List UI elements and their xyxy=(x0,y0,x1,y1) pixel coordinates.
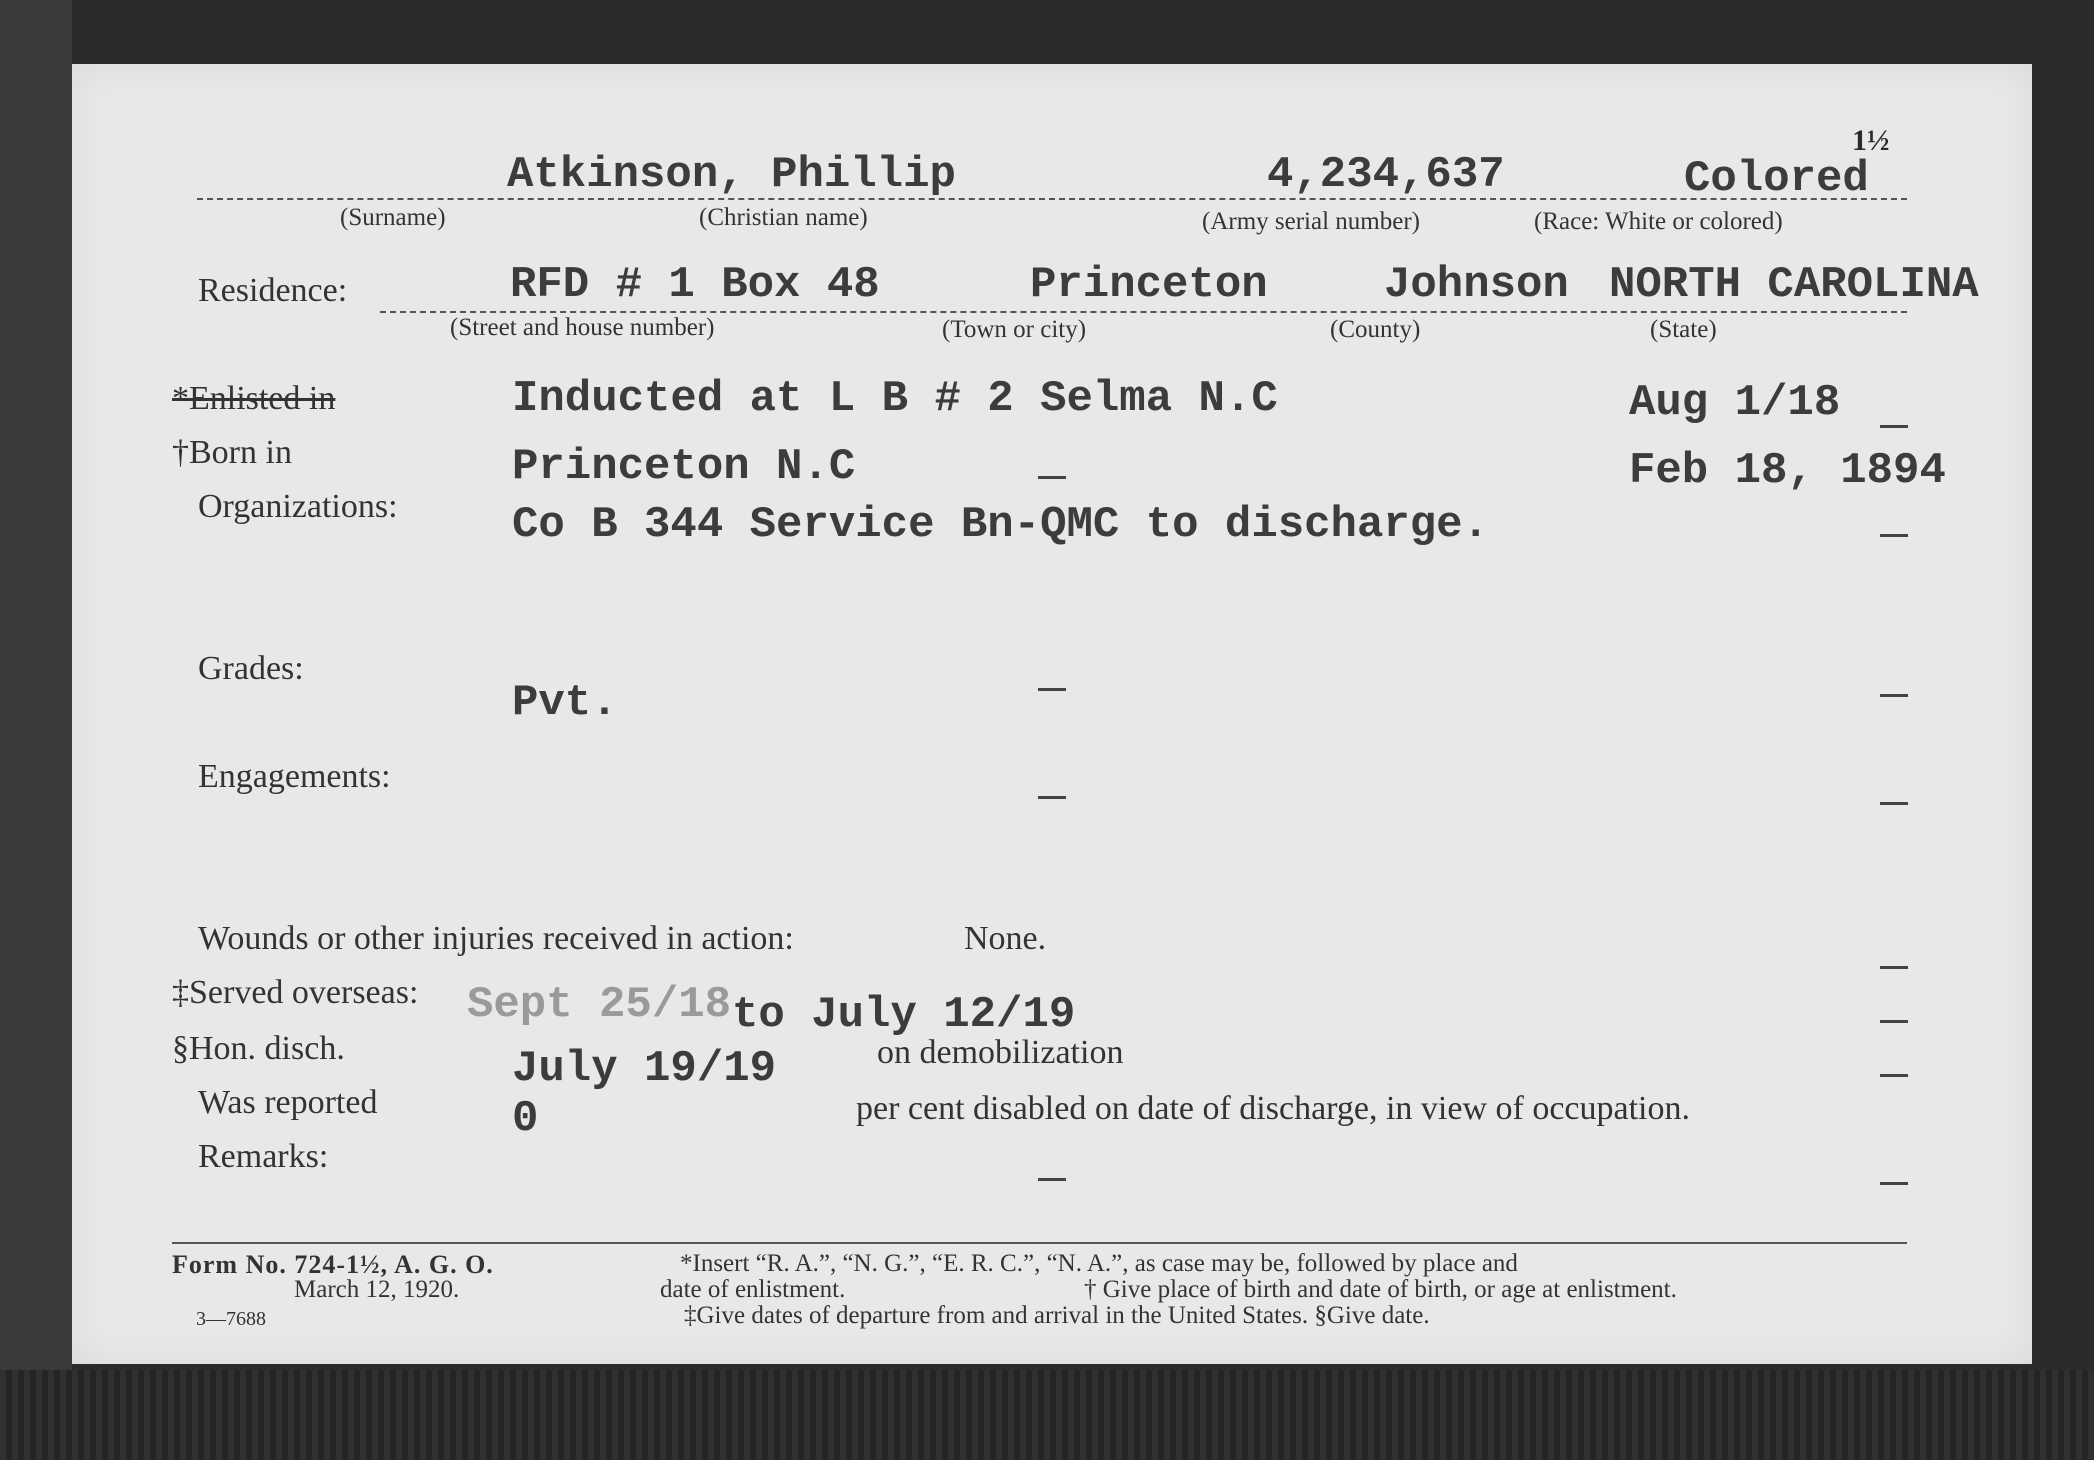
engagements-label: Engagements: xyxy=(198,758,391,795)
overseas-from-value: Sept 25/18 xyxy=(467,980,732,1030)
organizations-label: Organizations: xyxy=(198,488,398,525)
grades-mid-dash xyxy=(1038,688,1066,691)
hon-disch-dash xyxy=(1880,1074,1908,1077)
engagements-mid-dash xyxy=(1038,796,1066,799)
residence-label: Residence: xyxy=(198,272,348,309)
demobilization-text: on demobilization xyxy=(877,1034,1124,1071)
enlisted-label: *Enlisted in xyxy=(172,380,336,417)
background-bottom xyxy=(0,1370,2094,1460)
organization-value: Co B 344 Service Bn-QMC to discharge. xyxy=(512,500,1489,550)
overseas-dash xyxy=(1880,1020,1908,1023)
town-value: Princeton xyxy=(1030,260,1268,310)
street-caption: (Street and house number) xyxy=(450,314,715,341)
remarks-mid-dash xyxy=(1038,1178,1066,1181)
induction-value: Inducted at L B # 2 Selma N.C xyxy=(512,374,1278,424)
remarks-dash xyxy=(1880,1182,1908,1185)
wounds-dash xyxy=(1880,966,1908,969)
surname-caption: (Surname) xyxy=(340,204,446,231)
reported-label: Was reported xyxy=(198,1084,378,1121)
organizations-dash xyxy=(1880,534,1908,537)
street-value: RFD # 1 Box 48 xyxy=(510,260,880,310)
serial-number-value: 4,234,637 xyxy=(1267,150,1505,200)
overseas-to-value: to July 12/19 xyxy=(732,990,1076,1040)
grades-label: Grades: xyxy=(198,650,304,687)
form-date: March 12, 1920. xyxy=(294,1276,460,1303)
town-caption: (Town or city) xyxy=(942,316,1087,343)
footer-rule xyxy=(172,1242,1907,1244)
wounds-label: Wounds or other injuries received in action: xyxy=(198,920,794,957)
form-number: Form No. 724-1½, A. G. O. xyxy=(172,1250,494,1279)
born-mid-dash xyxy=(1038,476,1066,479)
corner-mark: 1½ xyxy=(1852,124,1890,157)
christian-name-caption: (Christian name) xyxy=(699,204,868,231)
race-caption: (Race: White or colored) xyxy=(1534,208,1783,235)
name-value: Atkinson, Phillip xyxy=(507,150,956,200)
header-rule xyxy=(197,198,1907,200)
footnote-enlistment-date: date of enlistment. xyxy=(660,1276,846,1303)
county-value: Johnson xyxy=(1384,260,1569,310)
county-caption: (County) xyxy=(1330,316,1421,343)
footnote-overseas: ‡Give dates of departure from and arrival in the United States. §Give date. xyxy=(684,1302,1430,1329)
induction-date-value: Aug 1/18 xyxy=(1629,378,1841,428)
wounds-value: None. xyxy=(964,920,1047,957)
overseas-label: ‡Served overseas: xyxy=(172,974,419,1011)
grade-value: Pvt. xyxy=(512,678,618,728)
print-code: 3—7688 xyxy=(196,1308,266,1330)
record-card xyxy=(72,64,2032,1364)
born-label: †Born in xyxy=(172,434,292,471)
footnote-birth: † Give place of birth and date of birth, or age at enlistment. xyxy=(1084,1276,1677,1303)
hon-disch-label: §Hon. disch. xyxy=(172,1030,345,1067)
race-value: Colored xyxy=(1684,154,1869,204)
background-left xyxy=(0,0,72,1460)
enlisted-dash xyxy=(1880,425,1908,428)
hon-disch-date-value: July 19/19 xyxy=(512,1044,777,1094)
engagements-dash xyxy=(1880,802,1908,805)
birth-date-value: Feb 18, 1894 xyxy=(1629,446,1946,496)
state-caption: (State) xyxy=(1650,316,1717,343)
footnote-enlisted: *Insert “R. A.”, “N. G.”, “E. R. C.”, “N. A.”, as case may be, followed by place and xyxy=(680,1250,1518,1277)
disabled-text: per cent disabled on date of discharge, in view of occupation. xyxy=(856,1090,1690,1127)
disabled-percent-value: 0 xyxy=(512,1094,539,1144)
remarks-label: Remarks: xyxy=(198,1138,329,1175)
residence-rule xyxy=(380,311,1907,313)
serial-caption: (Army serial number) xyxy=(1202,208,1420,235)
birthplace-value: Princeton N.C xyxy=(512,442,856,492)
state-value: NORTH CAROLINA xyxy=(1609,260,1979,310)
grades-dash xyxy=(1880,694,1908,697)
